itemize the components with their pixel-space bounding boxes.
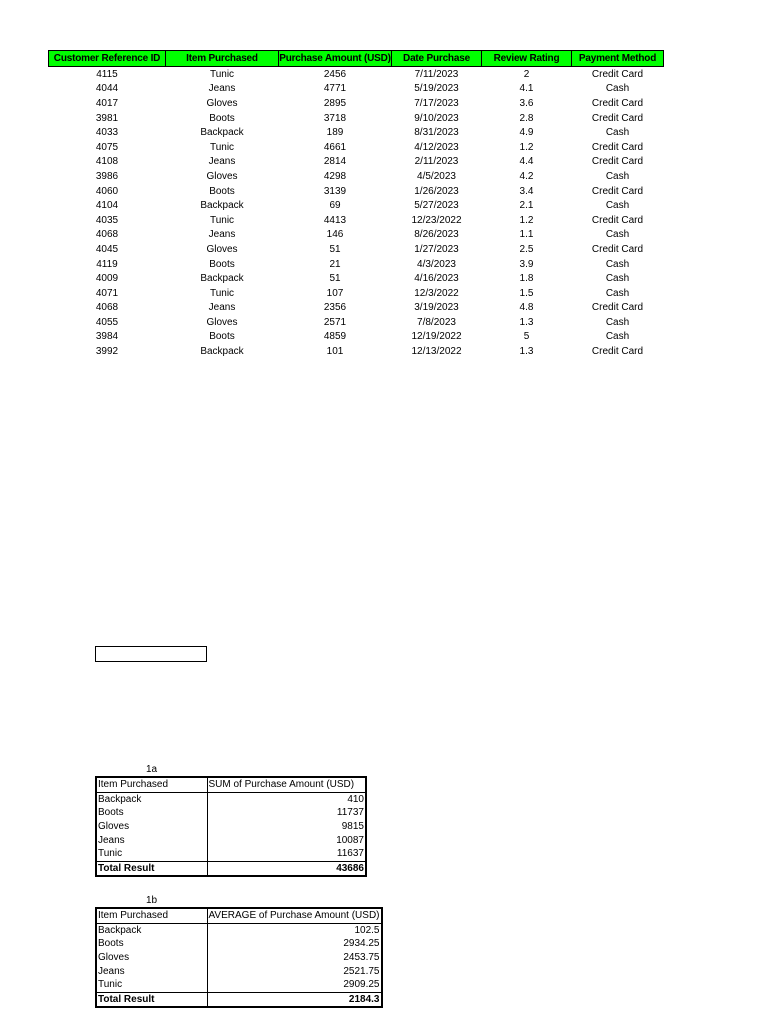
date-cell[interactable]: 7/11/2023 [414,68,459,80]
pivot-row [96,978,382,992]
header-purchase-amount[interactable]: Purchase Amount (USD) [279,51,392,67]
amount-cell[interactable]: 4298 [323,170,347,182]
table-body [49,67,664,359]
payment-cell[interactable]: Credit Card [591,112,644,124]
table-row [49,67,664,82]
item-cell[interactable]: Gloves [206,316,238,328]
pivot-item-cell[interactable]: Backpack [96,923,207,937]
pivot-row [96,847,366,861]
table-row [49,111,664,126]
date-cell[interactable]: 1/27/2023 [414,243,459,255]
table-row [49,125,664,140]
amount-cell[interactable]: 4661 [323,141,347,153]
customer-id-cell[interactable]: 4068 [95,229,119,241]
amount-cell[interactable]: 2895 [323,97,347,109]
amount-cell[interactable]: 189 [326,127,344,139]
payment-cell[interactable]: Credit Card [591,346,644,358]
payment-cell[interactable]: Credit Card [591,68,644,80]
customer-id-cell[interactable]: 3986 [95,170,119,182]
date-cell[interactable]: 8/26/2023 [414,229,459,241]
amount-cell[interactable]: 2356 [323,302,347,314]
rating-cell[interactable]: 2.5 [519,243,534,255]
pivot-total-row [96,992,382,1007]
table-header-row [49,51,664,67]
amount-cell[interactable]: 4413 [323,214,347,226]
table-row [49,301,664,316]
customer-data-table [48,50,664,359]
customer-id-cell[interactable]: 4108 [95,156,119,168]
item-cell[interactable]: Tunic [209,141,235,153]
table-row [49,271,664,286]
pivot-1b-label: 1b [146,895,158,906]
amount-cell[interactable]: 51 [329,273,341,285]
pivot-row [96,806,366,820]
payment-cell[interactable]: Credit Card [591,243,644,255]
customer-id-cell[interactable]: 4075 [95,141,119,153]
customer-id-cell[interactable]: 4068 [95,302,119,314]
pivot-value-cell[interactable]: 2934.25 [207,937,382,951]
date-cell[interactable]: 12/3/2022 [414,287,459,299]
rating-cell[interactable]: 2.8 [519,112,534,124]
table-row [49,242,664,257]
item-cell[interactable]: Gloves [206,243,238,255]
payment-cell[interactable]: Credit Card [591,156,644,168]
rating-cell[interactable]: 1.3 [519,346,534,358]
amount-cell[interactable]: 3139 [323,185,347,197]
pivot-row [96,833,366,847]
payment-cell[interactable]: Credit Card [591,214,644,226]
customer-id-cell[interactable]: 3992 [95,346,119,358]
item-cell[interactable]: Gloves [206,170,238,182]
rating-cell[interactable]: 1.8 [519,273,534,285]
header-review-rating[interactable]: Review Rating [482,51,572,67]
amount-cell[interactable]: 2456 [323,68,347,80]
amount-cell[interactable]: 2814 [323,156,347,168]
rating-cell[interactable]: 3.6 [519,97,534,109]
rating-cell[interactable]: 4.8 [519,302,534,314]
pivot-row [96,820,366,834]
amount-cell[interactable]: 2571 [323,316,347,328]
rating-cell[interactable]: 4.4 [519,156,534,168]
customer-id-cell[interactable]: 4033 [95,127,119,139]
amount-cell[interactable]: 4771 [323,83,347,95]
pivot-item-cell[interactable]: Backpack [96,792,207,806]
amount-cell[interactable]: 69 [329,200,341,212]
rating-cell[interactable]: 5 [523,331,530,343]
pivot-row [96,964,382,978]
rating-cell[interactable]: 2 [523,68,530,80]
payment-cell[interactable]: Cash [605,273,630,285]
payment-cell[interactable]: Cash [605,316,630,328]
item-cell[interactable]: Gloves [206,97,238,109]
customer-id-cell[interactable]: 4017 [95,97,119,109]
date-cell[interactable]: 4/12/2023 [414,141,459,153]
amount-cell[interactable]: 3718 [323,112,347,124]
amount-cell[interactable]: 146 [326,229,344,241]
rating-cell[interactable]: 1.2 [519,141,534,153]
customer-id-cell[interactable]: 4045 [95,243,119,255]
pivot-value-cell[interactable]: 43686 [207,861,366,876]
date-cell[interactable]: 4/5/2023 [417,170,456,182]
rating-cell[interactable]: 2.1 [519,200,534,212]
customer-id-cell[interactable]: 4071 [95,287,119,299]
rating-cell[interactable]: 1.5 [519,287,534,299]
payment-cell[interactable]: Cash [605,127,630,139]
pivot-row [96,792,366,806]
pivot-value-cell[interactable]: 2453.75 [207,951,382,965]
item-cell[interactable]: Tunic [209,214,235,226]
pivot-header-row [96,777,366,792]
rating-cell[interactable]: 4.2 [519,170,534,182]
item-cell[interactable]: Backpack [200,127,244,139]
pivot-header-row [96,908,382,923]
pivot-item-cell[interactable]: Gloves [96,820,207,834]
pivot-item-cell[interactable]: Jeans [96,964,207,978]
payment-cell[interactable]: Credit Card [591,185,644,197]
table-row [49,82,664,97]
date-cell[interactable]: 4/3/2023 [417,258,456,270]
item-cell[interactable]: Tunic [209,68,235,80]
amount-cell[interactable]: 101 [326,346,344,358]
date-cell[interactable]: 9/10/2023 [414,112,459,124]
amount-cell[interactable]: 4859 [323,331,347,343]
header-customer-reference-id[interactable]: Customer Reference ID [49,51,166,67]
table-row [49,330,664,345]
item-cell[interactable]: Backpack [200,273,244,285]
payment-cell[interactable]: Cash [605,170,630,182]
pivot-table-sum [95,776,367,877]
table-row [49,344,664,359]
table-row [49,140,664,155]
amount-cell[interactable]: 107 [326,287,344,299]
pivot-row [96,951,382,965]
payment-cell[interactable]: Cash [605,258,630,270]
pivot-value-cell[interactable]: 410 [207,792,366,806]
customer-id-cell[interactable]: 4115 [96,68,118,80]
pivot-item-cell[interactable]: Jeans [96,833,207,847]
table-row [49,184,664,199]
table-row [49,315,664,330]
date-cell[interactable]: 4/16/2023 [414,273,459,285]
pivot-value-cell[interactable]: SUM of Purchase Amount (USD) [207,777,366,792]
customer-id-cell[interactable]: 3984 [95,331,119,343]
rating-cell[interactable]: 4.9 [519,127,534,139]
date-cell[interactable]: 5/19/2023 [414,83,459,95]
pivot-value-cell[interactable]: 2909.25 [207,978,382,992]
rating-cell[interactable]: 1.2 [519,214,534,226]
pivot-table-average [95,907,383,1008]
rating-cell[interactable]: 4.1 [519,83,534,95]
date-cell[interactable]: 7/17/2023 [414,97,459,109]
table-row [49,155,664,170]
pivot-value-cell[interactable]: 9815 [207,820,366,834]
pivot-value-cell[interactable]: 2521.75 [207,964,382,978]
pivot-item-cell[interactable]: Tunic [96,978,207,992]
pivot-item-cell[interactable]: Item Purchased [96,777,207,792]
payment-cell[interactable]: Credit Card [591,97,644,109]
payment-cell[interactable]: Cash [605,287,630,299]
customer-id-cell[interactable]: 4035 [95,214,119,226]
payment-cell[interactable]: Credit Card [591,141,644,153]
item-cell[interactable]: Boots [209,258,235,270]
customer-id-cell[interactable]: 4044 [95,83,119,95]
date-cell[interactable]: 12/13/2022 [411,346,462,358]
item-cell[interactable]: Tunic [209,287,235,299]
payment-cell[interactable]: Cash [605,229,630,241]
header-date-purchase[interactable]: Date Purchase [392,51,482,67]
pivot-item-cell[interactable]: Total Result [96,992,207,1007]
item-cell[interactable]: Boots [209,331,235,343]
rating-cell[interactable]: 1.1 [519,229,534,241]
pivot-value-cell[interactable]: 11637 [207,847,366,861]
item-cell[interactable]: Jeans [208,302,236,314]
customer-id-cell[interactable]: 4055 [95,316,119,328]
pivot-row [96,937,382,951]
table-row [49,198,664,213]
payment-cell[interactable]: Cash [605,83,630,95]
header-item-purchased[interactable]: Item Purchased [166,51,279,67]
date-cell[interactable]: 12/19/2022 [411,331,462,343]
pivot-value-cell[interactable]: 10087 [207,833,366,847]
pivot-value-cell[interactable]: 102.5 [207,923,382,937]
customer-id-cell[interactable]: 4119 [96,258,118,270]
pivot-value-cell[interactable]: 11737 [207,806,366,820]
customer-id-cell[interactable]: 4104 [95,200,119,212]
pivot-item-cell[interactable]: Tunic [96,847,207,861]
payment-cell[interactable]: Cash [605,331,630,343]
table-row [49,286,664,301]
pivot-row [96,923,382,937]
rating-cell[interactable]: 1.3 [519,316,534,328]
rating-cell[interactable]: 3.4 [519,185,534,197]
pivot-value-cell[interactable]: AVERAGE of Purchase Amount (USD) [207,908,382,923]
date-cell[interactable]: 5/27/2023 [414,200,459,212]
date-cell[interactable]: 7/8/2023 [417,316,456,328]
rating-cell[interactable]: 3.9 [519,258,534,270]
pivot-1a-label: 1a [146,764,158,775]
date-cell[interactable]: 12/23/2022 [411,214,462,226]
item-cell[interactable]: Jeans [208,83,236,95]
date-cell[interactable]: 2/11/2023 [414,156,459,168]
item-cell[interactable]: Backpack [200,346,244,358]
table-row [49,228,664,243]
item-cell[interactable]: Backpack [200,200,244,212]
pivot-item-cell[interactable]: Gloves [96,951,207,965]
pivot-total-row [96,861,366,876]
pivot-item-cell[interactable]: Boots [96,806,207,820]
header-payment-method[interactable]: Payment Method [572,51,664,67]
date-cell[interactable]: 8/31/2023 [414,127,459,139]
pivot-item-cell[interactable]: Total Result [96,861,207,876]
pivot-item-cell[interactable]: Item Purchased [96,908,207,923]
item-cell[interactable]: Boots [209,112,235,124]
payment-cell[interactable]: Credit Card [591,302,644,314]
payment-cell[interactable]: Cash [605,200,630,212]
customer-id-cell[interactable]: 4060 [95,185,119,197]
item-cell[interactable]: Jeans [208,156,236,168]
amount-cell[interactable]: 51 [329,243,341,255]
date-cell[interactable]: 3/19/2023 [414,302,459,314]
pivot-item-cell[interactable]: Boots [96,937,207,951]
pivot-value-cell[interactable]: 2184.3 [207,992,382,1007]
item-cell[interactable]: Boots [209,185,235,197]
item-cell[interactable]: Jeans [208,229,236,241]
customer-id-cell[interactable]: 3981 [95,112,119,124]
empty-selected-cell[interactable] [95,646,207,662]
date-cell[interactable]: 1/26/2023 [414,185,459,197]
amount-cell[interactable]: 21 [329,258,341,270]
customer-id-cell[interactable]: 4009 [95,273,119,285]
table-row [49,169,664,184]
table-row [49,96,664,111]
table-row [49,257,664,272]
table-row [49,213,664,228]
